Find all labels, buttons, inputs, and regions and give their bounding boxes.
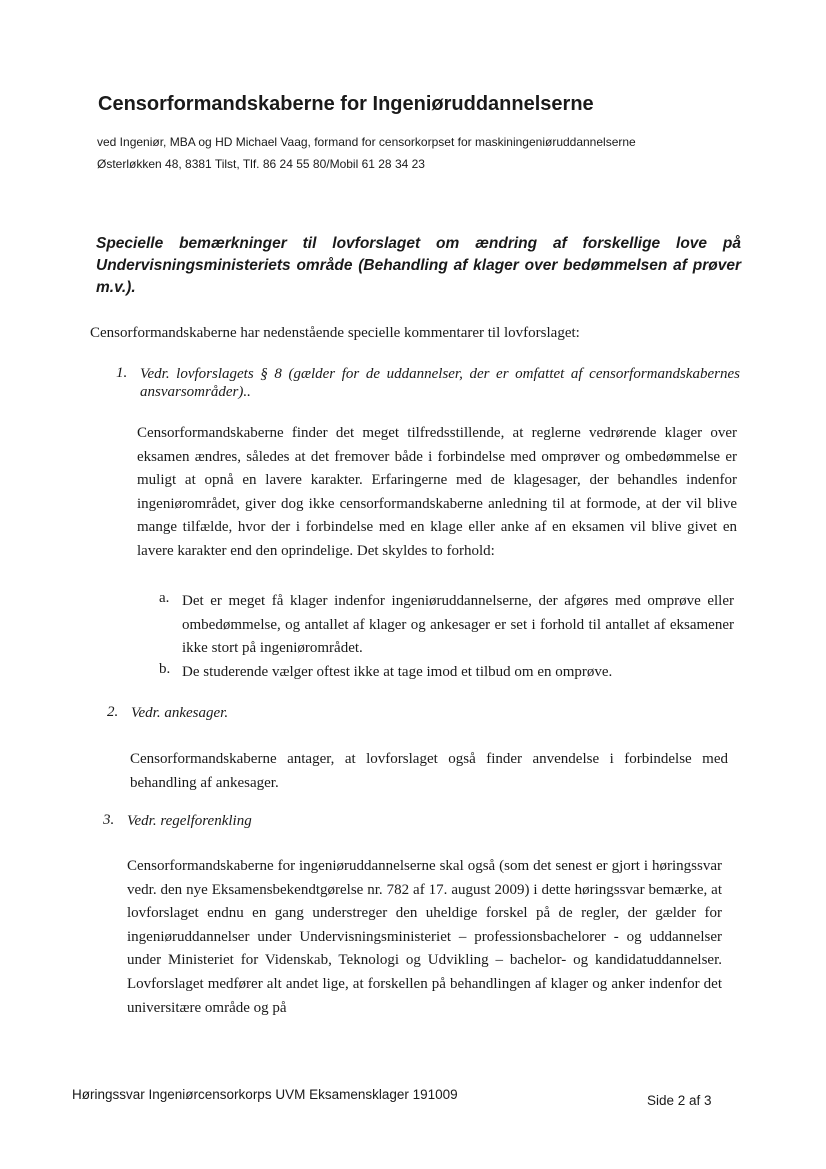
address-line: Østerløkken 48, 8381 Tilst, Tlf. 86 24 55 80/Mobil 61 28 34 23: [97, 157, 425, 171]
section-heading: Vedr. ankesager.: [131, 705, 229, 721]
sender-line: ved Ingeniør, MBA og HD Michael Vaag, formand for censorkorpset for maskiningeniøruddannelserne: [97, 135, 636, 149]
list-marker: b.: [159, 661, 171, 677]
document-subject: Specielle bemærkninger til lovforslaget om ændring af forskellige love på Undervisningsministeriets område (Behandling af klager over bedømmelsen af prøver m.v.).: [96, 235, 741, 296]
page-number: Side 2 af 3: [647, 1093, 712, 1108]
section-paragraph: Censorformandskaberne finder det meget tilfredsstillende, at reglerne vedrørende klager over eksamen ændres, således at det fremover både i forbindelse med omprøver og ombedømmelse er muligt at opnå en lavere karakter. Erfaringerne med de klagesager, der behandles indenfor ingeniørområdet, giver dog ikke censorformandskaberne anledning til at formode, at der vil blive mange tilfælde, hvor der i forbindelse med en klage eller anke af en eksamen vil blive givet en lavere karakter end den oprindelige. Det skyldes to forhold:: [137, 425, 737, 559]
organization-title: Censorformandskaberne for Ingeniøruddannelserne: [98, 93, 594, 115]
list-marker: a.: [159, 590, 170, 606]
section-paragraph: Censorformandskaberne for ingeniøruddannelserne skal også (som det senest er gjort i høringssvar vedr. den nye Eksamensbekendtgørelse nr. 782 af 17. august 2009) i dette høringssvar bemærke, at lovforslaget endnu en gang understreger den uheldige forskel på de regler, der gælder for ingeniøruddannelser under Undervisningsministeriet – professionsbachelorer - og uddannelser under Ministeriet for Videnskab, Teknologi og Udvikling – bachelor- og kandidatuddannelser. Lovforslaget medfører alt andet lige, at forskellen på behandlingen af klager og anker indenfor det universitære område og på: [127, 858, 722, 1016]
intro-text: Censorformandskaberne har nedenstående specielle kommentarer til lovforslaget:: [90, 325, 580, 341]
section-paragraph: Censorformandskaberne antager, at lovforslaget også finder anvendelse i forbindelse med behandling af ankesager.: [130, 751, 728, 791]
list-item: Det er meget få klager indenfor ingeniøruddannelserne, der afgøres med omprøve eller ombedømmelse, og antallet af klager og ankesager er set i forhold til antallet af eksamener ikke stort på ingeniørområdet.: [182, 593, 734, 656]
section-heading: Vedr. regelforenkling: [127, 813, 252, 829]
list-item: De studerende vælger oftest ikke at tage imod et tilbud om en omprøve.: [182, 664, 613, 680]
section-heading: Vedr. lovforslagets § 8 (gælder for de uddannelser, der er omfattet af censorformandskabernes ansvarsområder)..: [140, 366, 740, 400]
footer-document-name: Høringssvar Ingeniørcensorkorps UVM Eksamensklager 191009: [72, 1087, 458, 1102]
section-number: 2.: [107, 704, 119, 720]
section-number: 3.: [103, 812, 115, 828]
section-number: 1.: [116, 365, 128, 381]
